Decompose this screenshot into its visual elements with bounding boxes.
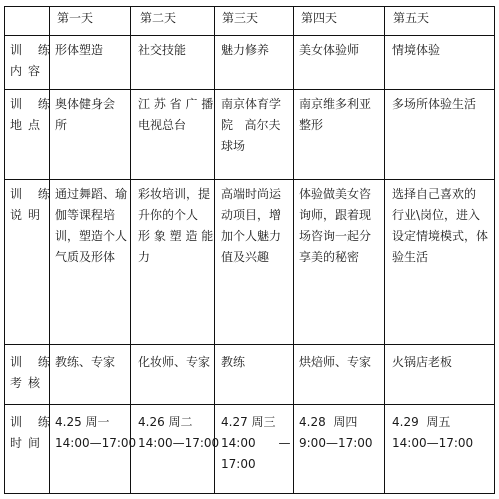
cell-line: 选择自己喜欢的 bbox=[392, 187, 477, 201]
cell-line: 教练、专家 bbox=[55, 355, 116, 369]
row-label-content bbox=[10, 40, 56, 82]
row-label-line: 内容 bbox=[10, 64, 47, 78]
table-divider bbox=[293, 6, 294, 493]
cell-line: 验生活 bbox=[392, 250, 429, 264]
cell-line: 教练 bbox=[221, 355, 246, 369]
cell-line: 4.27 周三 bbox=[221, 415, 276, 429]
header-day-5: 第五天 bbox=[393, 11, 430, 25]
table-divider bbox=[4, 35, 495, 36]
cell-line: 14:00—17:00 bbox=[392, 436, 474, 450]
row-label-time bbox=[10, 412, 56, 454]
table-cell bbox=[392, 94, 476, 115]
cell-line: 整形 bbox=[299, 118, 324, 132]
table-divider bbox=[4, 179, 495, 180]
cell-line: 4.29 周五 bbox=[392, 415, 451, 429]
table-cell bbox=[138, 94, 213, 136]
cell-line: 14:00—17:00 bbox=[55, 436, 137, 450]
table-cell bbox=[392, 412, 473, 454]
table-border bbox=[4, 6, 495, 7]
table-cell bbox=[299, 412, 373, 454]
cell-line: 烘焙师、专家 bbox=[299, 355, 372, 369]
cell-line: 社交技能 bbox=[138, 43, 187, 57]
cell-line: 火锅店老板 bbox=[392, 355, 453, 369]
table-cell bbox=[138, 352, 210, 373]
row-label-assessment bbox=[10, 352, 56, 394]
cell-line: 南京体育学 bbox=[221, 97, 282, 111]
cell-line: 动项目，增 bbox=[221, 208, 282, 222]
row-label-line: 训 练 bbox=[10, 415, 56, 429]
table-cell bbox=[221, 184, 281, 268]
table-border bbox=[494, 6, 495, 493]
cell-line: 魅力修养 bbox=[221, 43, 270, 57]
cell-line: 形 象 塑 造 能 bbox=[138, 229, 214, 243]
cell-line: 江 苏 省 广 播 bbox=[138, 97, 214, 111]
cell-line: 力 bbox=[138, 250, 151, 264]
table-cell bbox=[55, 352, 115, 373]
cell-line: 加个人魅力 bbox=[221, 229, 282, 243]
row-label-line: 地点 bbox=[10, 118, 47, 132]
cell-line: 训，塑造个人 bbox=[55, 229, 128, 243]
row-label-location bbox=[10, 94, 56, 136]
table-cell bbox=[221, 352, 245, 373]
table-cell bbox=[55, 94, 115, 136]
table-cell bbox=[392, 184, 488, 268]
cell-line: 形体塑造 bbox=[55, 43, 104, 57]
cell-line: 4.26 周二 bbox=[138, 415, 193, 429]
cell-line: 4.28 周四 bbox=[299, 415, 358, 429]
cell-line: 化妆师、专家 bbox=[138, 355, 211, 369]
table-cell bbox=[221, 412, 290, 475]
cell-line: 14:00 — bbox=[221, 436, 291, 450]
row-label-line: 训 练 bbox=[10, 355, 56, 369]
cell-line: 奥体健身会 bbox=[55, 97, 116, 111]
table-cell bbox=[138, 412, 219, 454]
table-border bbox=[4, 493, 495, 494]
row-label-line: 训 练 bbox=[10, 43, 56, 57]
cell-line: 设定情境模式，体 bbox=[392, 229, 489, 243]
row-label-description bbox=[10, 184, 56, 226]
table-cell bbox=[138, 184, 213, 268]
cell-line: 美女体验师 bbox=[299, 43, 360, 57]
cell-line: 14:00—17:00 bbox=[138, 436, 220, 450]
row-label-line: 考核 bbox=[10, 376, 47, 390]
cell-line: 场咨询一起分 bbox=[299, 229, 372, 243]
table-cell bbox=[299, 352, 371, 373]
cell-line: 升你的个人 bbox=[138, 208, 199, 222]
cell-line: 球场 bbox=[221, 139, 246, 153]
header-day-2: 第二天 bbox=[140, 11, 177, 25]
cell-line: 电视总台 bbox=[138, 118, 187, 132]
cell-line: 情境体验 bbox=[392, 43, 441, 57]
cell-line: 值及兴趣 bbox=[221, 250, 270, 264]
header-day-1: 第一天 bbox=[57, 11, 94, 25]
table-divider bbox=[4, 344, 495, 345]
cell-line: 询师，跟着现 bbox=[299, 208, 372, 222]
table-cell bbox=[55, 184, 127, 268]
table-cell bbox=[299, 184, 371, 268]
table-cell bbox=[55, 40, 103, 61]
table-cell bbox=[221, 94, 281, 157]
cell-line: 院 高尔夫 bbox=[221, 118, 281, 132]
table-divider bbox=[4, 89, 495, 90]
cell-line: 彩妆培训，提 bbox=[138, 187, 211, 201]
header-day-3: 第三天 bbox=[222, 11, 259, 25]
row-label-line: 训 练 bbox=[10, 97, 56, 111]
table-border bbox=[4, 6, 5, 493]
row-label-line: 时间 bbox=[10, 436, 47, 450]
table-divider bbox=[4, 404, 495, 405]
cell-line: 享美的秘密 bbox=[299, 250, 360, 264]
table-cell bbox=[221, 40, 269, 61]
cell-line: 体验做美女咨 bbox=[299, 187, 372, 201]
table-cell bbox=[392, 40, 440, 61]
table-divider bbox=[384, 6, 385, 493]
cell-line: 行业\岗位，进入 bbox=[392, 208, 481, 222]
cell-line: 9:00—17:00 bbox=[299, 436, 373, 450]
table-cell bbox=[138, 40, 186, 61]
table-cell bbox=[55, 412, 136, 454]
cell-line: 伽等课程培 bbox=[55, 208, 116, 222]
header-day-4: 第四天 bbox=[301, 11, 338, 25]
row-label-line: 训 练 bbox=[10, 187, 56, 201]
cell-line: 4.25 周一 bbox=[55, 415, 110, 429]
cell-line: 南京维多利亚 bbox=[299, 97, 372, 111]
cell-line: 所 bbox=[55, 118, 68, 132]
row-label-line: 说明 bbox=[10, 208, 47, 222]
table-cell bbox=[299, 40, 359, 61]
cell-line: 通过舞蹈、瑜 bbox=[55, 187, 128, 201]
cell-line: 17:00 bbox=[221, 457, 256, 471]
cell-line: 多场所体验生活 bbox=[392, 97, 477, 111]
table-cell bbox=[299, 94, 371, 136]
cell-line: 气质及形体 bbox=[55, 250, 116, 264]
cell-line: 高端时尚运 bbox=[221, 187, 282, 201]
table-cell bbox=[392, 352, 452, 373]
